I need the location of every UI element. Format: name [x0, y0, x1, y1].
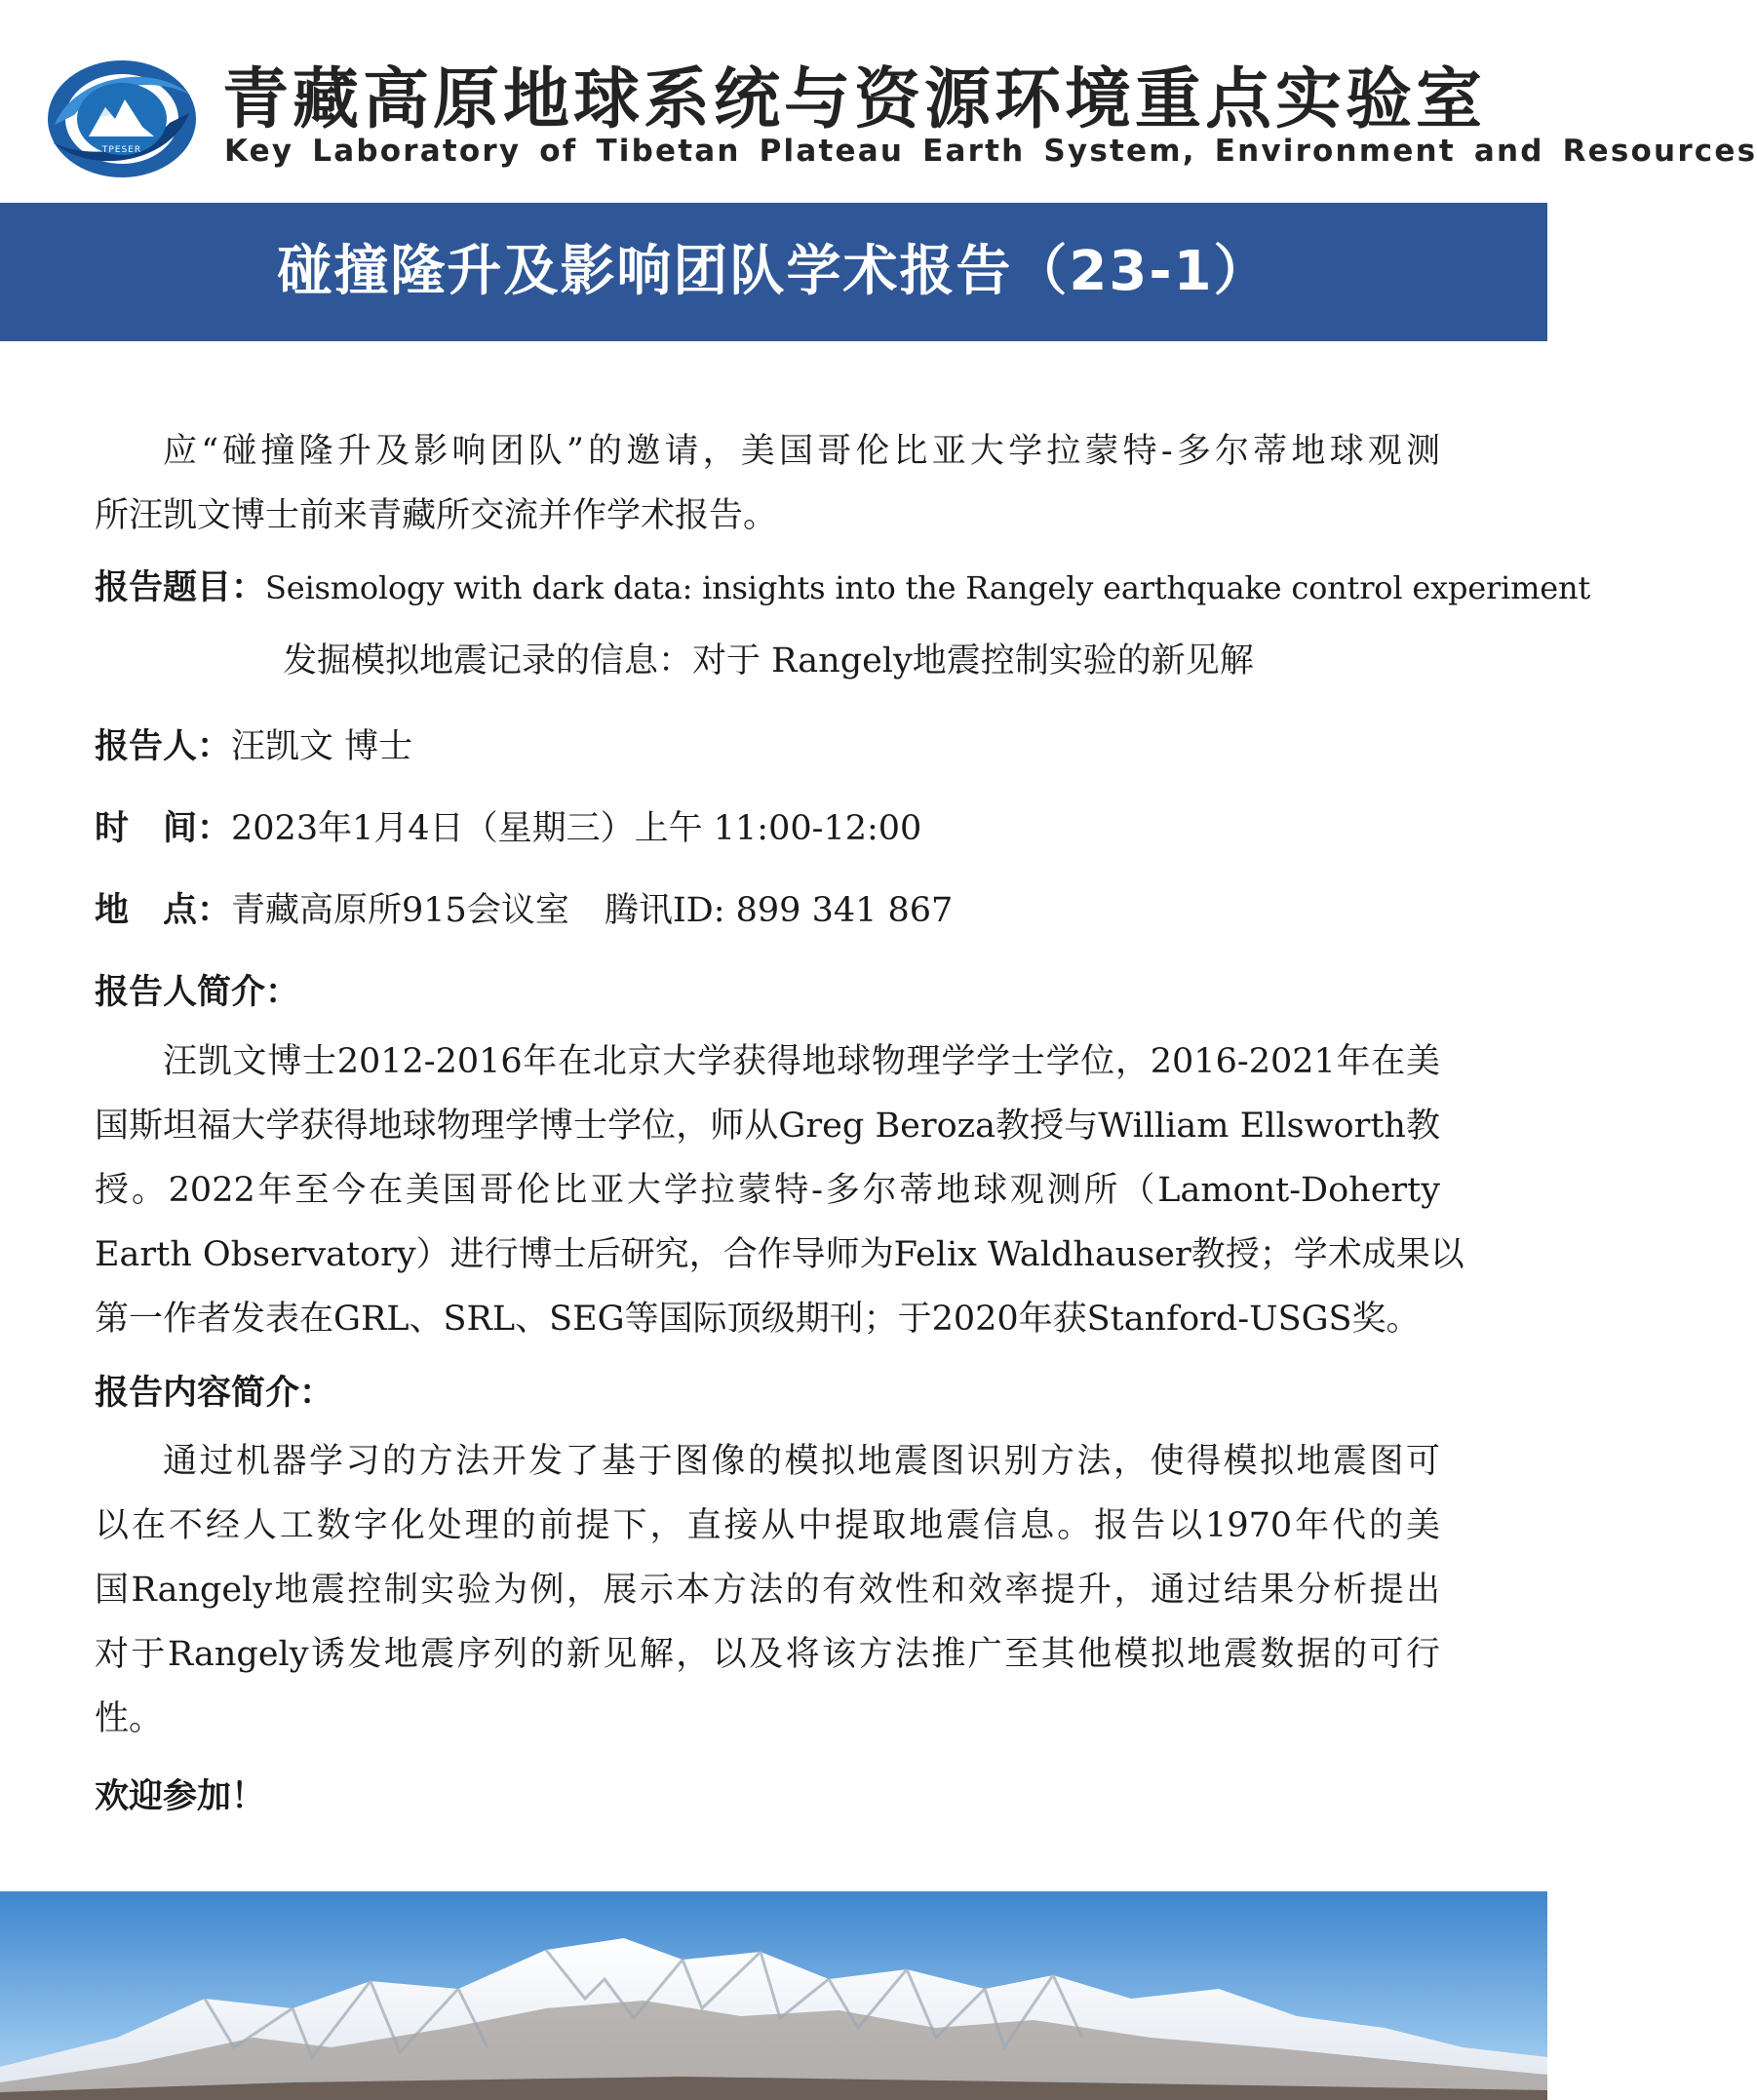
bio-line: 第一作者发表在GRL、SRL、SEG等国际顶级期刊；于2020年获Stanford-USGS奖。	[95, 1300, 1421, 1339]
intro-paragraph	[95, 419, 1440, 548]
place-row	[95, 878, 1440, 943]
intro-line: 所汪凯文博士前来青藏所交流并作学术报告。	[95, 496, 778, 535]
speaker-row	[95, 715, 1440, 779]
topic-title-cn: 发掘模拟地震记录的信息：对于 Rangely地震控制实验的新见解	[283, 642, 1254, 681]
bio-line: 汪凯文博士2012-2016年在北京大学获得地球物理学学士学位，2016-2021年在美	[163, 1042, 1440, 1081]
title-bar	[0, 203, 1547, 341]
place-value: 青藏高原所915会议室	[231, 891, 569, 930]
lab-logo	[45, 57, 199, 181]
logo-text: TPESER	[101, 145, 142, 155]
topic-row	[95, 556, 1591, 620]
speaker-value: 汪凯文 博士	[231, 727, 413, 766]
closing-text: 欢迎参加！	[95, 1777, 266, 1816]
speaker-label: 报告人：	[95, 727, 232, 766]
snow-mountain-photo	[0, 1891, 1547, 2100]
bio-label: 报告人简介：	[95, 973, 300, 1012]
bio-line: 国斯坦福大学获得地球物理学博士学位，师从Greg Beroza教授与William Ellsworth教	[95, 1107, 1440, 1146]
org-name-en: Key Laboratory of Tibetan Plateau Earth System, Environment and Resources	[224, 134, 1757, 169]
abstract-line: 对于Rangely诱发地震序列的新见解，以及将该方法推广至其他模拟地震数据的可行	[95, 1635, 1440, 1674]
abstract-line: 以在不经人工数字化处理的前提下，直接从中提取地震信息。报告以1970年代的美	[95, 1506, 1440, 1545]
topic-title-en: Seismology with dark data: insights into the Rangely earthquake control experiment	[265, 569, 1591, 606]
abstract-label: 报告内容简介：	[95, 1374, 334, 1413]
bio-line: Earth Observatory）进行博士后研究，合作导师为Felix Waldhauser教授；学术成果以	[95, 1235, 1464, 1274]
intro-line: 应“碰撞隆升及影响团队”的邀请，美国哥伦比亚大学拉蒙特-多尔蒂地球观测	[163, 432, 1440, 471]
time-row	[95, 797, 1440, 861]
abstract-line: 国Rangely地震控制实验为例，展示本方法的有效性和效率提升，通过结果分析提出	[95, 1571, 1440, 1610]
header	[0, 0, 1757, 200]
abstract-line: 通过机器学习的方法开发了基于图像的模拟地震图识别方法，使得模拟地震图可	[163, 1442, 1440, 1481]
bio-line: 授。2022年至今在美国哥伦比亚大学拉蒙特-多尔蒂地球观测所（Lamont-Doherty	[95, 1171, 1440, 1210]
org-name-cn: 青藏高原地球系统与资源环境重点实验室	[222, 61, 1487, 138]
report-title: 碰撞隆升及影响团队学术报告（23-1）	[277, 240, 1270, 303]
topic-label: 报告题目：	[95, 568, 266, 607]
bio-paragraph	[95, 1030, 1464, 1351]
time-value: 2023年1月4日（星期三）上午 11:00-12:00	[231, 809, 922, 848]
time-label: 时 间：	[95, 809, 232, 848]
abstract-paragraph	[95, 1429, 1440, 1751]
abstract-line: 性。	[95, 1699, 164, 1738]
place-label: 地 点：	[95, 891, 232, 930]
meeting-id: 腾讯ID: 899 341 867	[604, 891, 954, 930]
